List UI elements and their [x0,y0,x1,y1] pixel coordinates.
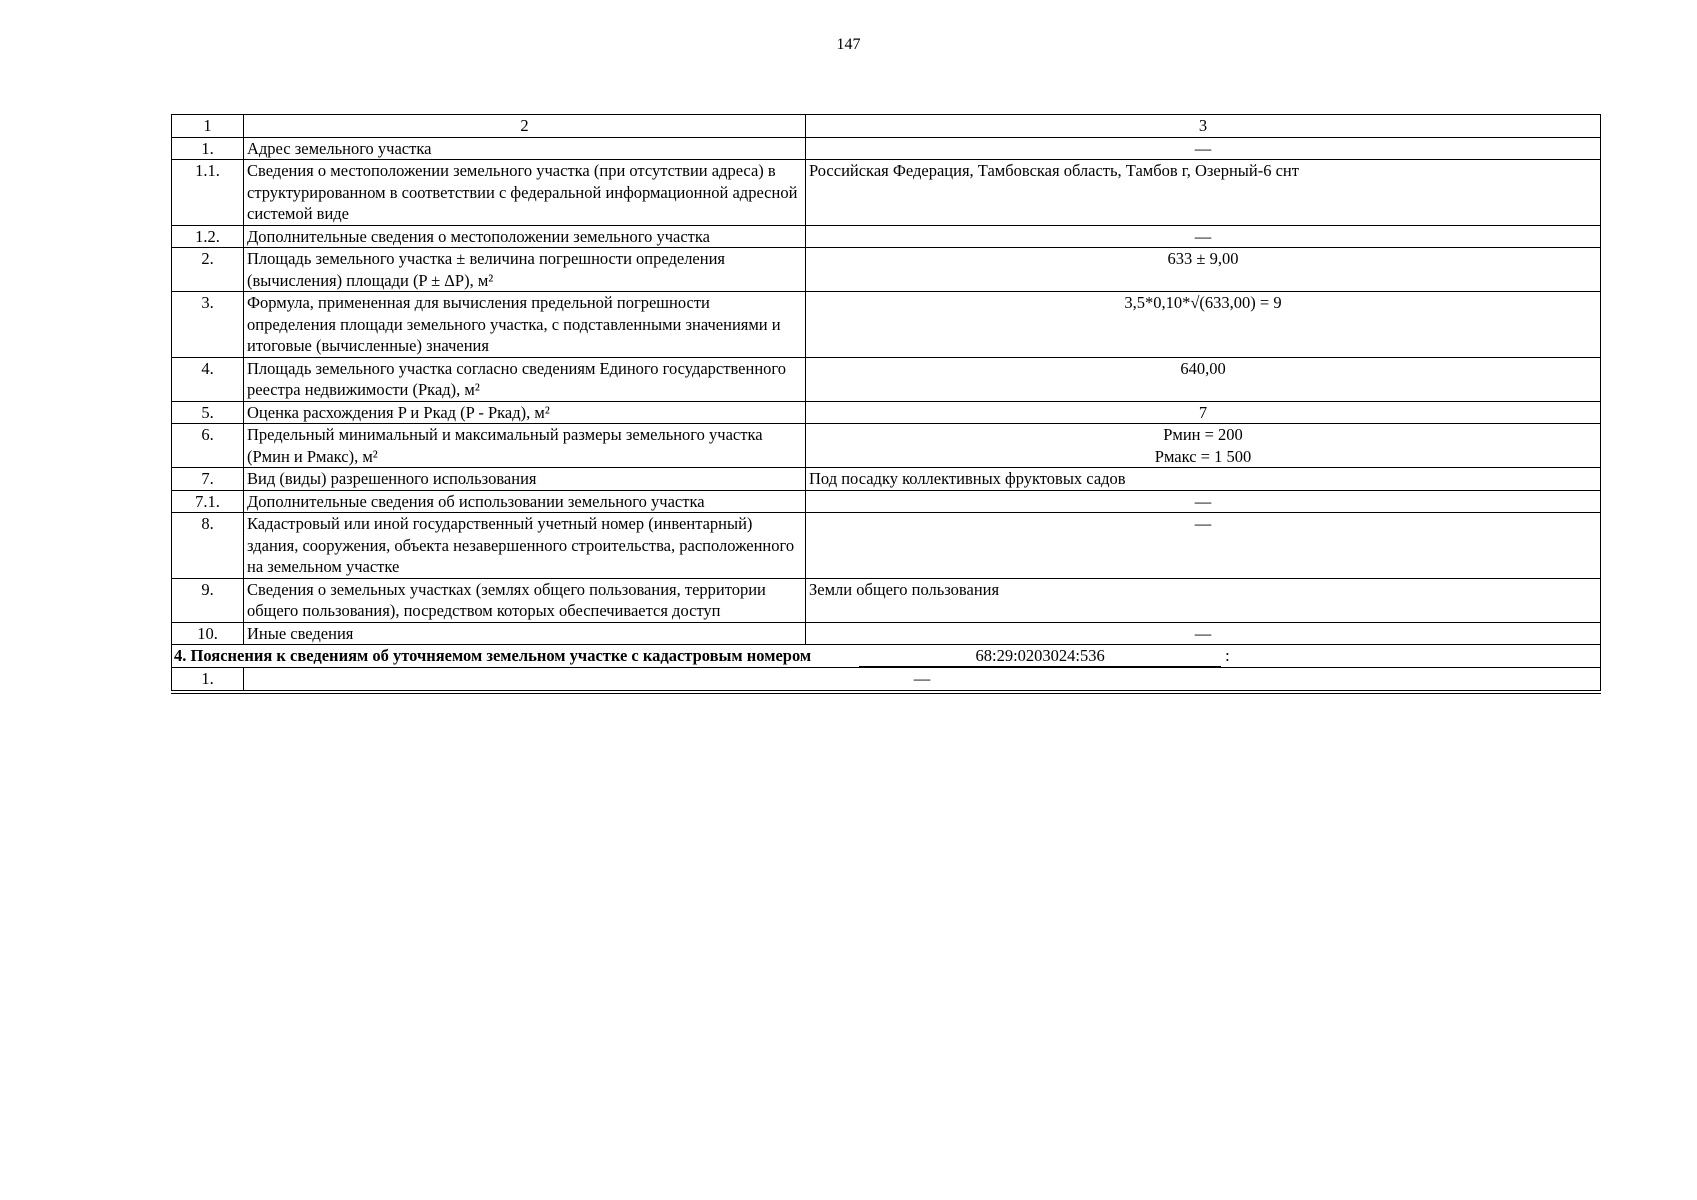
row-value: — [806,513,1601,579]
row-number: 1.2. [172,225,244,248]
section-4-row [172,668,1601,692]
row-value [806,424,1601,468]
table-header-row [172,115,1601,138]
cadastral-number: 68:29:0203024:536 [859,646,1221,667]
table-row [172,248,1601,292]
row-number: 7.1. [172,490,244,513]
row-number: 7. [172,468,244,491]
row-value: — [806,622,1601,645]
header-col-3: 3 [806,115,1601,138]
row-name: Сведения о местоположении земельного участка (при отсутствии адреса) в структурированном в соответствии с федеральной информационной адресной системой виде [244,160,806,226]
row-number: 1.1. [172,160,244,226]
table-row [172,357,1601,401]
row-number: 4. [172,357,244,401]
row-name: Дополнительные сведения о местоположении земельного участка [244,225,806,248]
table-row [172,160,1601,226]
land-plot-info-table [171,114,1601,694]
section-4-header-row [172,645,1601,668]
row-name: Иные сведения [244,622,806,645]
table-row [172,490,1601,513]
row-name: Вид (виды) разрешенного использования [244,468,806,491]
page-number: 147 [836,36,861,53]
table-row [172,622,1601,645]
row-value: 640,00 [806,357,1601,401]
row-name: Адрес земельного участка [244,137,806,160]
row-value: Земли общего пользования [806,578,1601,622]
row-number: 8. [172,513,244,579]
area-min-value: Pмин = 200 [1163,425,1243,444]
row-value: 3,5*0,10*√(633,00) = 9 [806,292,1601,358]
row-value: — [244,668,1601,692]
table-row [172,401,1601,424]
row-number: 9. [172,578,244,622]
row-value: Под посадку коллективных фруктовых садов [806,468,1601,491]
row-value: Российская Федерация, Тамбовская область, Тамбов г, Озерный-6 снт [806,160,1601,226]
row-number: 3. [172,292,244,358]
row-name: Сведения о земельных участках (землях общего пользования, территории общего пользования), посредством которых обеспечивается доступ [244,578,806,622]
table-row [172,468,1601,491]
table-row [172,137,1601,160]
row-name: Кадастровый или иной государственный учетный номер (инвентарный) здания, сооружения, объекта незавершенного строительства, расположенного на земельном участке [244,513,806,579]
row-value: 633 ± 9,00 [806,248,1601,292]
row-number: 5. [172,401,244,424]
table-row [172,424,1601,468]
row-name: Предельный минимальный и максимальный размеры земельного участка (Pмин и Pмакс), м² [244,424,806,468]
row-value: — [806,490,1601,513]
row-number: 1. [172,668,244,692]
section-4-header [172,645,1601,668]
row-name: Формула, примененная для вычисления предельной погрешности определения площади земельного участка, с подставленными значениями и итоговые (вычисленные) значения [244,292,806,358]
header-col-1: 1 [172,115,244,138]
header-col-2: 2 [244,115,806,138]
row-value: — [806,225,1601,248]
section-4-colon: : [1225,646,1230,665]
row-value: 7 [806,401,1601,424]
row-number: 6. [172,424,244,468]
table-row [172,578,1601,622]
row-number: 2. [172,248,244,292]
table-row [172,513,1601,579]
row-value: — [806,137,1601,160]
row-name: Площадь земельного участка ± величина погрешности определения (вычисления) площади (P ± ΔP), м² [244,248,806,292]
section-4-title: 4. Пояснения к сведениям об уточняемом земельном участке с кадастровым номером [174,646,812,665]
table-row [172,225,1601,248]
area-max-value: Pмакс = 1 500 [1154,446,1252,466]
table-row [172,292,1601,358]
row-name: Площадь земельного участка согласно сведениям Единого государственного реестра недвижимости (Ркад), м² [244,357,806,401]
row-name: Дополнительные сведения об использовании земельного участка [244,490,806,513]
row-name: Оценка расхождения P и Ркад (P - Ркад), м² [244,401,806,424]
row-number: 10. [172,622,244,645]
row-number: 1. [172,137,244,160]
